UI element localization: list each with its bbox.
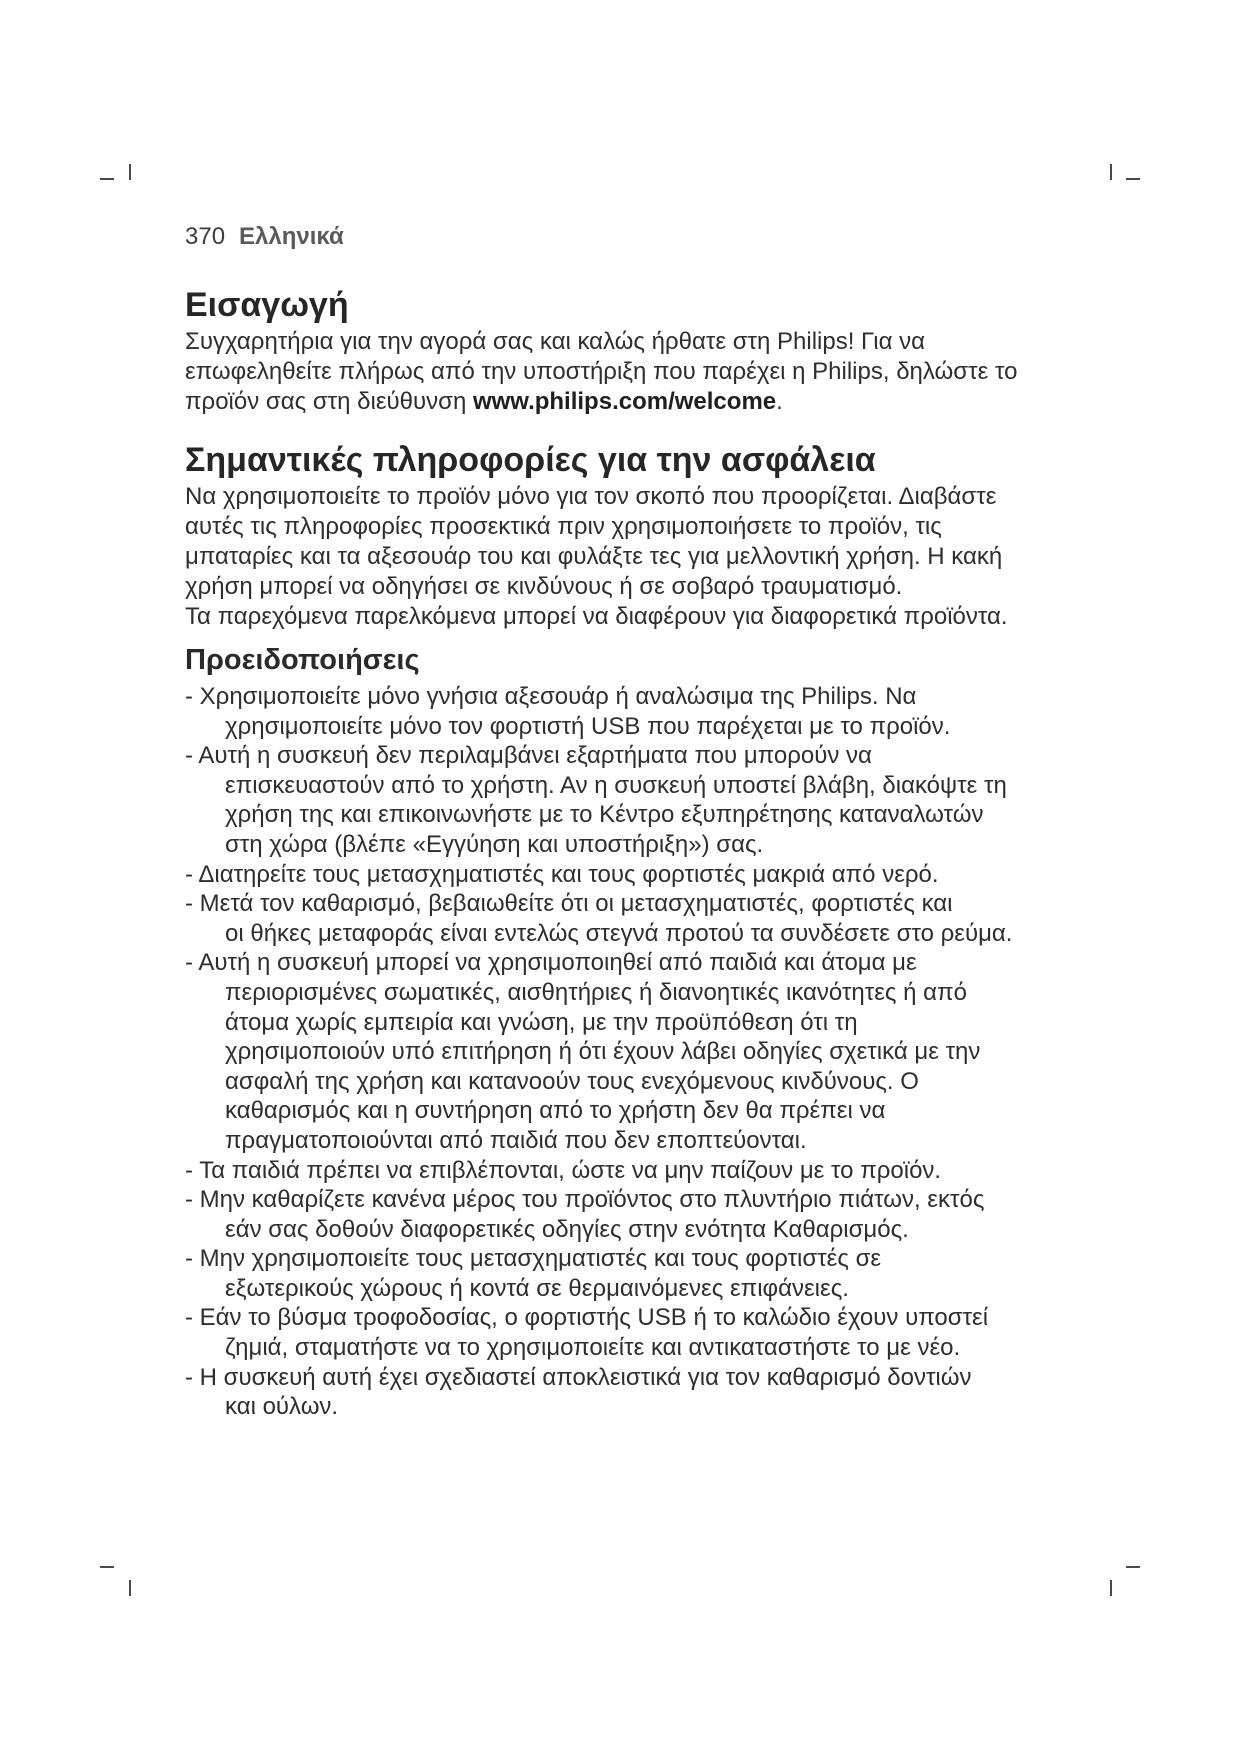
crop-mark-top-left-horizontal <box>100 178 114 180</box>
warning-line: - Αυτή η συσκευή μπορεί να χρησιμοποιηθεί από παιδιά και άτομα με <box>185 949 917 977</box>
crop-mark-top-left-vertical <box>129 164 131 180</box>
warning-item <box>185 1363 1012 1422</box>
website-url: www.philips.com/welcome <box>472 388 777 415</box>
warning-line: - Τα παιδιά πρέπει να επιβλέπονται, ώστε να μην παίζουν με το προϊόν. <box>185 1156 942 1184</box>
warning-line: - Αυτή η συσκευή δεν περιλαμβάνει εξαρτήματα που μπορούν να <box>185 742 872 770</box>
warning-item <box>185 1156 1012 1186</box>
warning-line: - Εάν το βύσμα τροφοδοσίας, ο φορτιστής USB ή το καλώδιο έχουν υποστεί <box>185 1304 989 1332</box>
intro-paragraph <box>185 327 1017 417</box>
intro-text-line: επωφεληθείτε πλήρως από την υποστήριξη που παρέχει η Philips, δηλώστε το <box>185 358 1018 385</box>
warning-item <box>185 1303 1012 1362</box>
warning-line: καθαρισμός και η συντήρηση από το χρήστη δεν θα πρέπει να <box>225 1097 886 1125</box>
warning-line: στη χώρα (βλέπε «Εγγύηση και υποστήριξη») σας. <box>225 830 764 858</box>
warning-line: και ούλων. <box>225 1393 339 1421</box>
warning-line: πραγματοποιούνται από παιδιά που δεν εποπτεύονται. <box>225 1126 807 1154</box>
warning-item <box>185 948 1012 1155</box>
intro-heading: Εισαγωγή <box>185 286 349 324</box>
crop-mark-top-right-vertical <box>1110 164 1112 180</box>
page-language: Ελληνικά <box>239 223 344 250</box>
warning-item <box>185 741 1012 859</box>
safety-heading: Σημαντικές πληροφορίες για την ασφάλεια <box>185 441 876 479</box>
warning-line: - Χρησιμοποιείτε μόνο γνήσια αξεσουάρ ή αναλώσιμα της Philips. Να <box>185 683 917 710</box>
safety-text-line: Τα παρεχόμενα παρελκόμενα μπορεί να διαφέρουν για διαφορετικά προϊόντα. <box>185 603 1008 630</box>
warning-item <box>185 1244 1012 1303</box>
warning-line: επισκευαστούν από το χρήστη. Αν η συσκευή υποστεί βλάβη, διακόψτε τη <box>225 771 1007 799</box>
warning-line: περιορισμένες σωματικές, αισθητήριες ή διανοητικές ικανότητες ή από <box>225 978 967 1006</box>
page-number: 370 <box>185 223 226 250</box>
crop-mark-top-right-horizontal <box>1126 178 1140 180</box>
intro-text-line: Συγχαρητήρια για την αγορά σας και καλώς ήρθατε στη Philips! Για να <box>185 328 925 355</box>
intro-last-line-suffix: . <box>776 388 783 415</box>
warning-line: χρησιμοποιούν υπό επιτήρηση ή ότι έχουν λάβει οδηγίες σχετικά με την <box>225 1038 981 1066</box>
warning-line: χρησιμοποιείτε μόνο τον φορτιστή USB που παρέχεται με το προϊόν. <box>225 712 951 740</box>
safety-paragraph <box>185 482 1008 632</box>
page-header <box>185 222 344 252</box>
safety-text-line: αυτές τις πληροφορίες προσεκτικά πριν χρησιμοποιήσετε το προϊόν, τις <box>185 513 942 540</box>
crop-mark-bottom-right-horizontal <box>1126 1566 1140 1568</box>
warning-line: εξωτερικούς χώρους ή κοντά σε θερμαινόμενες επιφάνειες. <box>225 1274 849 1302</box>
warning-item <box>185 889 1012 948</box>
safety-text-line: χρήση μπορεί να οδηγήσει σε κινδύνους ή σε σοβαρό τραυματισμό. <box>185 573 903 600</box>
warning-line: - Μην χρησιμοποιείτε τους μετασχηματιστές και τους φορτιστές σε <box>185 1245 882 1273</box>
warning-line: - Μετά τον καθαρισμό, βεβαιωθείτε ότι οι μετασχηματιστές, φορτιστές και <box>185 890 953 918</box>
warning-line: - Η συσκευή αυτή έχει σχεδιαστεί αποκλειστικά για τον καθαρισμό δοντιών <box>185 1363 972 1391</box>
warning-line: ζημιά, σταματήστε να το χρησιμοποιείτε και αντικαταστήστε το με νέο. <box>225 1334 961 1362</box>
warning-line: - Μην καθαρίζετε κανένα μέρος του προϊόντος στο πλυντήριο πιάτων, εκτός <box>185 1186 985 1214</box>
safety-text-line: μπαταρίες και τα αξεσουάρ του και φυλάξτε τες για μελλοντική χρήση. Η κακή <box>185 543 1003 570</box>
warning-line: εάν σας δοθούν διαφορετικές οδηγίες στην ενότητα Καθαρισμός. <box>225 1215 909 1243</box>
warning-line: χρήση της και επικοινωνήστε με το Κέντρο εξυπηρέτησης καταναλωτών <box>225 801 984 829</box>
warnings-heading: Προειδοποιήσεις <box>185 644 420 676</box>
warning-item <box>185 860 1012 890</box>
crop-mark-bottom-left-horizontal <box>100 1566 114 1568</box>
warning-line: - Διατηρείτε τους μετασχηματιστές και τους φορτιστές μακριά από νερό. <box>185 860 939 888</box>
safety-text-line: Να χρησιμοποιείτε το προϊόν μόνο για τον σκοπό που προορίζεται. Διαβάστε <box>185 483 997 510</box>
warning-line: ασφαλή της χρήση και κατανοούν τους ενεχόμενους κινδύνους. Ο <box>225 1067 919 1095</box>
warnings-list <box>185 682 1012 1422</box>
intro-text-line <box>185 387 1017 417</box>
warning-line: οι θήκες μεταφοράς είναι εντελώς στεγνά προτού τα συνδέσετε στο ρεύμα. <box>225 919 1013 947</box>
warning-item <box>185 682 1012 741</box>
warning-line: άτομα χωρίς εμπειρία και γνώση, με την προϋπόθεση ότι τη <box>225 1008 858 1036</box>
crop-mark-bottom-left-vertical <box>129 1580 131 1596</box>
crop-mark-bottom-right-vertical <box>1110 1580 1112 1596</box>
intro-last-line-prefix: προϊόν σας στη διεύθυνση <box>185 388 473 415</box>
warning-item <box>185 1185 1012 1244</box>
